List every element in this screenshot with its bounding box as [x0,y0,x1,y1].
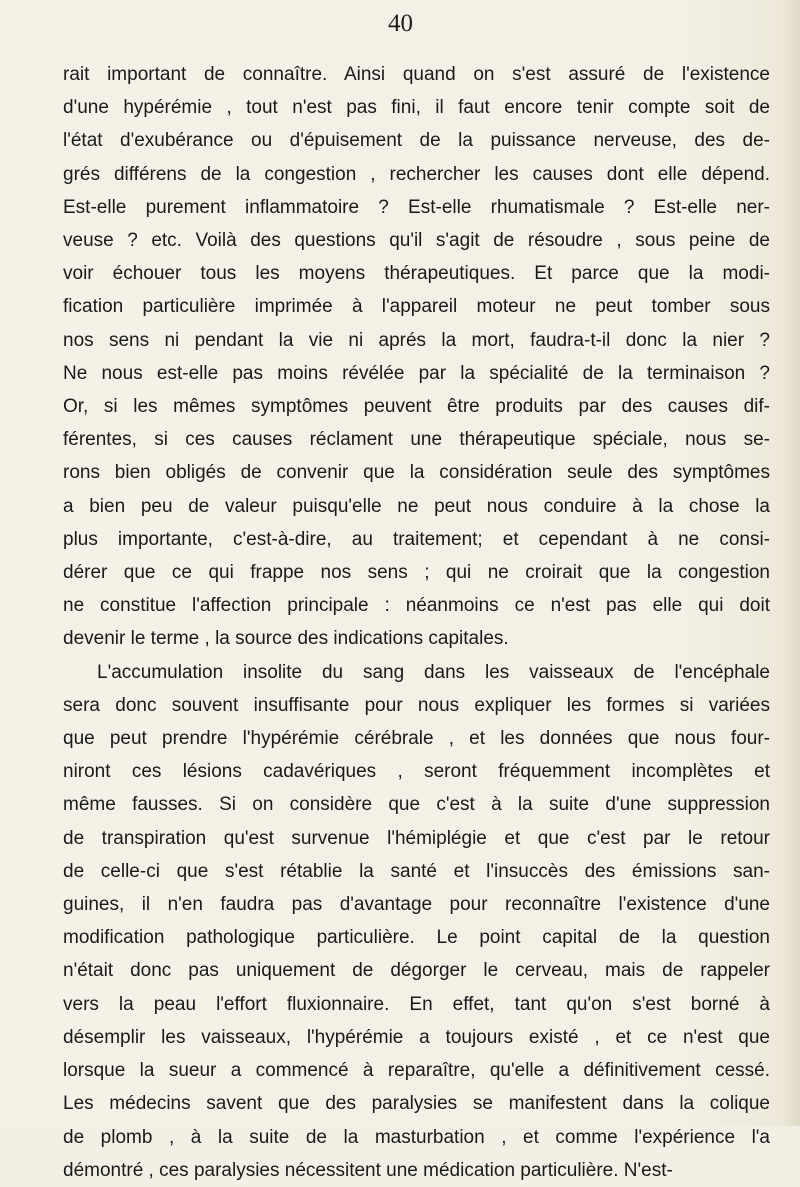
text-line: de plomb , à la suite de la masturbation , et comme l'expérience l'a [63,1126,770,1148]
text-line: lorsque la sueur a commencé à reparaître, qu'elle a définitivement cessé. [63,1060,770,1082]
page-number: 40 [388,10,413,37]
text-line: modification pathologique particulière. Le point capital de la question [63,927,770,949]
text-line: voir échouer tous les moyens thérapeutiques. Et parce que la modi- [63,263,770,285]
text-line: d'une hypérémie , tout n'est pas fini, il faut encore tenir compte soit de [63,97,770,119]
page-edge-shadow [782,0,800,1126]
text-line: rait important de connaître. Ainsi quand on s'est assuré de l'existence [63,64,770,85]
paragraph-2 [63,656,770,1187]
text-line: Or, si les mêmes symptômes peuvent être produits par des causes dif- [63,396,770,418]
text-line: férentes, si ces causes réclament une thérapeutique spéciale, nous se- [63,429,770,451]
paragraph-1 [63,58,770,656]
text-line: vers la peau l'effort fluxionnaire. En effet, tant qu'on s'est borné à [63,993,770,1015]
text-line: ne constitue l'affection principale : néanmoins ce n'est pas elle qui doit [63,595,770,617]
text-line: de transpiration qu'est survenue l'hémiplégie et que c'est par le retour [63,827,770,849]
text-line: que peut prendre l'hypérémie cérébrale , et les données que nous four- [63,728,770,750]
text-line: niront ces lésions cadavériques , seront fréquemment incomplètes et [63,761,770,783]
text-line: sera donc souvent insuffisante pour nous expliquer les formes si variées [63,694,770,716]
text-line: L'accumulation insolite du sang dans les vaisseaux de l'encéphale [97,661,770,683]
text-line: Les médecins savent que des paralysies se manifestent dans la colique [63,1093,770,1115]
text-line: désemplir les vaisseaux, l'hypérémie a toujours existé , et ce n'est que [63,1026,770,1048]
text-line: n'était donc pas uniquement de dégorger le cerveau, mais de rappeler [63,960,770,982]
text-line: l'état d'exubérance ou d'épuisement de la puissance nerveuse, des de- [63,130,770,152]
text-line: veuse ? etc. Voilà des questions qu'il s'agit de résoudre , sous peine de [63,230,770,252]
text-line: de celle-ci que s'est rétablie la santé et l'insuccès des émissions san- [63,860,770,882]
text-line: a bien peu de valeur puisqu'elle ne peut nous conduire à la chose la [63,495,770,517]
text-line: même fausses. Si on considère que c'est à la suite d'une suppression [63,794,770,816]
text-line: nos sens ni pendant la vie ni aprés la mort, faudra-t-il donc la nier ? [63,329,770,351]
text-line: grés différens de la congestion , rechercher les causes dont elle dépend. [63,163,770,185]
text-line: rons bien obligés de convenir que la considération seule des symptômes [63,462,770,484]
text-line: guines, il n'en faudra pas d'avantage pour reconnaître l'existence d'une [63,894,770,916]
text-line: Est-elle purement inflammatoire ? Est-elle rhumatismale ? Est-elle ner- [63,196,770,218]
text-line: dérer que ce qui frappe nos sens ; qui ne croirait que la congestion [63,562,770,584]
text-line: démontré , ces paralysies nécessitent une médication particulière. N'est- [63,1159,673,1181]
text-line: Ne nous est-elle pas moins révélée par la spécialité de la terminaison ? [63,362,770,384]
body-text [63,58,770,1187]
text-line: devenir le terme , la source des indications capitales. [63,628,509,650]
text-line: fication particulière imprimée à l'appareil moteur ne peut tomber sous [63,296,770,318]
text-line: plus importante, c'est-à-dire, au traitement; et cependant à ne consi- [63,528,770,550]
